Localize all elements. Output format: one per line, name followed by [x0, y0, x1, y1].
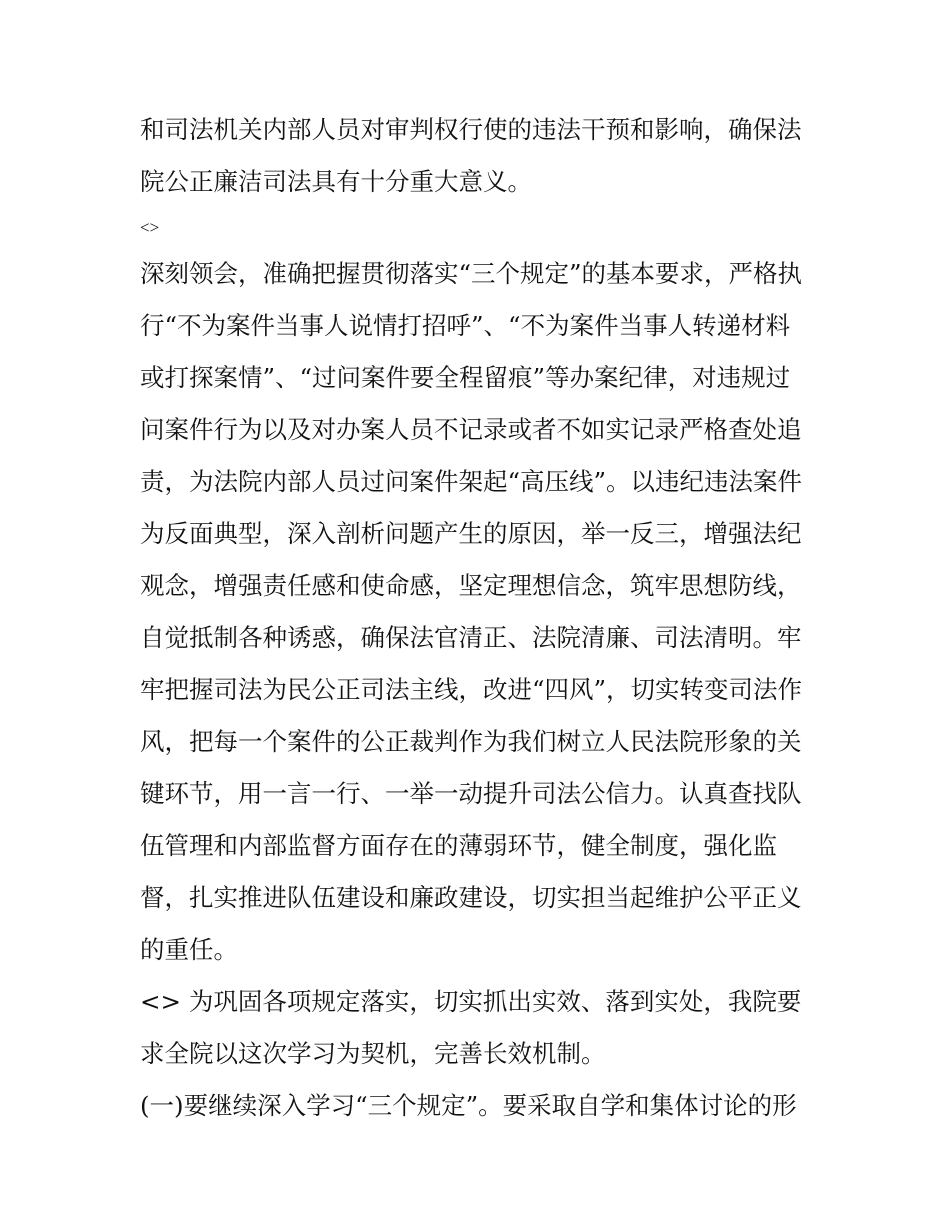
text-line: (一)要继续深入学习“三个规定”。要采取自学和集体讨论的形: [140, 1091, 797, 1120]
text-line: 的重任。: [140, 935, 238, 964]
text-line: 为反面典型，深入剖析问题产生的原因，举一反三，增强法纪: [140, 519, 802, 548]
text-line: 院公正廉洁司法具有十分重大意义。: [140, 167, 532, 196]
text-line: 责，为法院内部人员过问案件架起“高压线”。以违纪违法案件: [140, 467, 803, 496]
text-line: 自觉抵制各种诱惑，确保法官清正、法院清廉、司法清明。牢: [140, 623, 802, 652]
text-line: <> 为巩固各项规定落实，切实抓出实效、落到实处，我院要: [140, 987, 802, 1016]
text-line: 督，扎实推进队伍建设和廉政建设，切实担当起维护公平正义: [140, 883, 802, 912]
text-line: 求全院以这次学习为契机，完善长效机制。: [140, 1039, 606, 1068]
text-line: 牢把握司法为民公正司法主线，改进“四风”，切实转变司法作: [140, 675, 803, 704]
text-line: 或打探案情”、“过问案件要全程留痕”等办案纪律，对违规过: [140, 363, 791, 392]
text-line: 行“不为案件当事人说情打招呼”、“不为案件当事人转递材料: [140, 311, 791, 340]
text-line: 问案件行为以及对办案人员不记录或者不如实记录严格查处追: [140, 415, 802, 444]
text-line: 键环节，用一言一行、一举一动提升司法公信力。认真查找队: [140, 779, 802, 808]
text-line: 风，把每一个案件的公正裁判作为我们树立人民法院形象的关: [140, 727, 802, 756]
document-body: [140, 104, 820, 1132]
section-marker: <>: [140, 218, 160, 237]
text-line: 伍管理和内部监督方面存在的薄弱环节，健全制度，强化监: [140, 831, 777, 860]
text-line: 和司法机关内部人员对审判权行使的违法干预和影响，确保法: [140, 115, 802, 144]
text-line: 深刻领会，准确把握贯彻落实“三个规定”的基本要求，严格执: [140, 259, 803, 288]
text-line: 观念，增强责任感和使命感，坚定理想信念，筑牢思想防线，: [140, 571, 802, 600]
